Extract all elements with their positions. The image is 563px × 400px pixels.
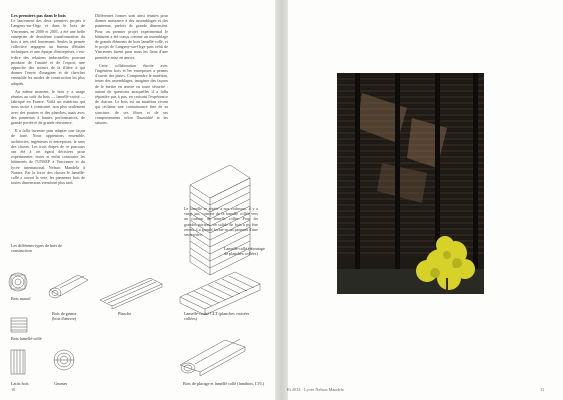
label-bois-grume: Bois de grume (bois d'œuvre) [52, 311, 77, 321]
section-heading: Les premiers pas dans le bois [11, 13, 66, 18]
bois-grume-drawing [49, 275, 88, 298]
lattis-bois-drawing [11, 350, 25, 374]
bois-massif-drawing [9, 273, 27, 291]
grumes-drawing [54, 350, 74, 370]
diagram-title: Les différents types de bois de construction [11, 243, 62, 253]
label-lattis-bois: Lattis bois [11, 381, 29, 386]
label-lvl: Bois de placage et lamellé collé (lamibois, LVL) [183, 381, 265, 386]
running-head: Et 2014 · Lycée Nelson Mandela [287, 387, 344, 392]
paragraph: Cette collaboration étroite avec l'ingénieur bois et les entreprises a permis d'ouvrir des pistes. Comprendre le matériau, tester des assemblages, imaginer des façons de le mettre en œuvre en toute sécurité : autant de questions auxquelles il a fallu répondre pas à pas, en croisant l'expérience de chacun. Le bois est un matériau vivant qui réclame une connaissance fine de sa structure, de ses fibres et de ses comportements selon l'humidité et les saisons. [95, 62, 168, 126]
paragraph: Le lancement des deux premiers projets à Langeny-sur-Orge et dans le bois de Vincennes, en 2000 et 2001, a été une belle entreprise de deuxième transformation du bois à très réel lancement. Seules la pensée collective engagent un bureau d'études techniques et une équipe d'entreprises, c'est-à-dire des relations industrielles pouvant produire de l'amitié et de l'espoir, une approche des acteurs de la filière à qui donner l'envie d'imaginer et de chercher ensemble les modes de construction les plus adaptés. [11, 18, 85, 86]
label-bois-lamelle-colle: Bois lamellé-collé [11, 336, 42, 341]
planche-drawing [100, 278, 162, 309]
paragraph: Au même moment, le bois y a usage réunies au coût du bois — lamellé-croisé — fabriqué en France. Voilà un matériau qui nous incite à construire, non plus seulement avec des poutres et des planches, mais avec des panneaux à hautes performances, de grande portée et de grande résistance. [11, 88, 85, 126]
facade-photo-image [337, 73, 484, 294]
paragraph: Il a fallu inventer puis adapter une façon de faire. Nous apprenions ensemble, architectes, ingénieurs et entreprises, le sens des choses. Les trois étapes de ce parcours ont été à cet égard décisives pour expérimenter, tester et enfin construire les bâtiments de l'UNSEP à Vincennes et du lycée international Nelson Mandela à Nantes. Par la force des choses le lamellé-collé a ouvert la voie, les panneaux bois de toutes dimensions viendront plus tard. [11, 128, 85, 186]
paragraph: Le lamellé se répète à nos corbeaux, il y a vingt ans, comme de la lamelle collée vers un contour de lamelle collée. Pour les grandes portées, un solide de bois a pu être retenu. La grande forme en un panneau d'une seule pièce. [184, 206, 258, 238]
page-number-left: 10 [11, 387, 16, 392]
label-grumes: Grumes [54, 381, 68, 386]
lvl-drawing [180, 339, 245, 376]
label-planche: Planche [118, 311, 132, 316]
bois-lamelle-colle-drawing [11, 318, 27, 332]
facade-photo [337, 73, 484, 294]
label-lamelle-colle: Lamellé-collé (aboutage de planches collées) [224, 246, 265, 256]
paragraph: Différentes formes sont ainsi réunies pour donner naissance à des assemblages et des panneaux, parfois de grande dimension. Pour un premier projet expérimental le bâtiment a été conçu comme un assemblage de grands éléments de bois lamellé-collé, et le projet de Langeny-sur-Orge puis celui de Vincennes furent pour nous les lieux d'une première mise en œuvre. [95, 13, 168, 60]
book-gutter [275, 0, 288, 400]
lamelle-colle-drawing [190, 165, 250, 275]
lamelle-croise-drawing [180, 272, 260, 315]
label-bois-massif: Bois massif [11, 296, 31, 301]
label-lamelle-croise: Lamellé-croisé CLT (planches croisées collées) [184, 311, 250, 321]
left-page [0, 0, 275, 400]
page-number-right: 11 [540, 387, 545, 392]
